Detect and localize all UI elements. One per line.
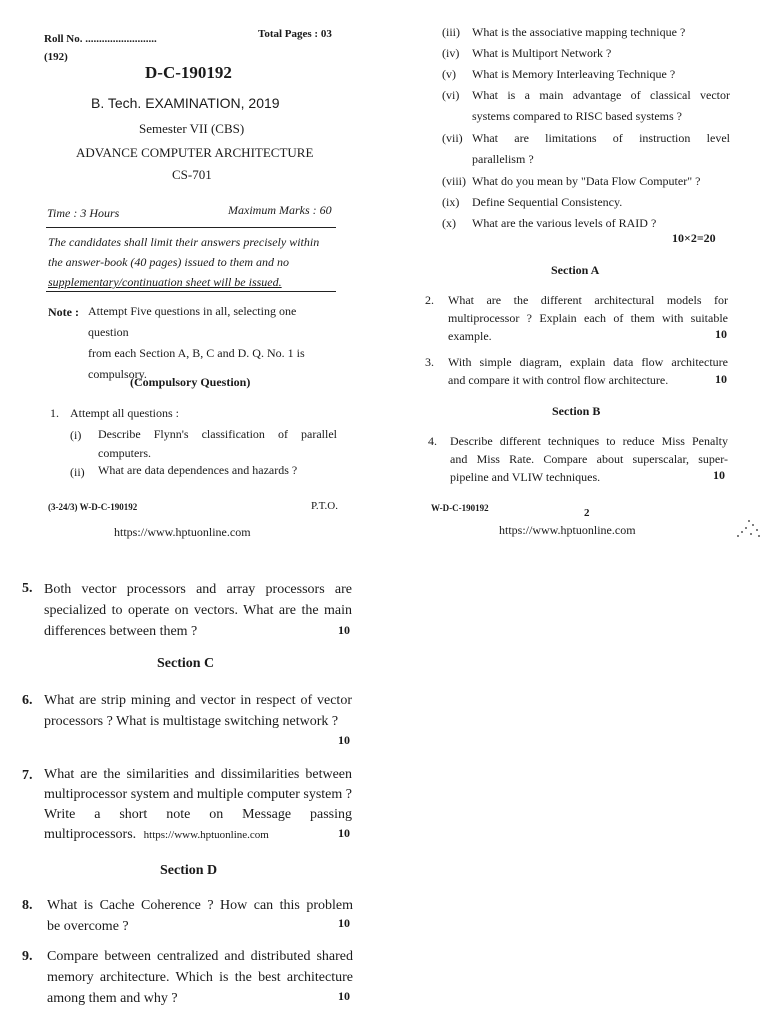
note-label: Note :: [48, 305, 79, 319]
note-text: [88, 301, 335, 385]
roll-no: Roll No. ..........................: [44, 33, 157, 45]
q2-number: 2.: [425, 293, 434, 307]
q8-number: 8.: [22, 898, 33, 913]
q4-text: Describe different techniques to reduce Miss Penalty and Miss Rate. Compare about superscalar, super- pipeline and VLIW techniques.: [450, 434, 728, 484]
instruction-line: The candidates shall limit their answers precisely within: [48, 235, 320, 249]
total-pages: Total Pages : 03: [258, 28, 332, 40]
q1-marks: 10×2=20: [672, 231, 716, 245]
section-a-heading: Section A: [551, 263, 600, 277]
item-number: (iv): [442, 46, 460, 60]
item-number: (viii): [442, 174, 466, 188]
instruction-line: the answer-book (40 pages) issued to them and no: [48, 255, 290, 269]
q8-marks: 10: [338, 916, 350, 930]
list-item: [442, 192, 730, 213]
item-text: What are limitations of instruction level: [472, 131, 730, 145]
q7-text: What are the similarities and dissimilarities between multiprocessor system and multiple computer system ? Write a short note on Message passing multiprocessors. https://www.hptuonline.com: [44, 767, 352, 842]
list-item: [442, 22, 730, 43]
q1-item-number: (i): [70, 428, 82, 442]
item-number: (x): [442, 216, 456, 230]
q1-continued-list: [442, 22, 730, 234]
q1-item-text: What are data dependences and hazards ?: [98, 463, 298, 477]
course-code: CS-701: [172, 167, 212, 182]
list-item: [442, 64, 730, 85]
list-item: [442, 171, 730, 192]
q1-number: 1.: [50, 406, 59, 420]
item-number: (vii): [442, 131, 463, 145]
paper-code: (192): [44, 51, 68, 63]
q1-item-number: (ii): [70, 465, 85, 479]
item-text: What is Multiport Network ?: [472, 46, 612, 60]
q7-marks: 10: [338, 826, 350, 840]
semester: Semester VII (CBS): [139, 121, 245, 136]
q9-number: 9.: [22, 949, 33, 964]
q7-number: 7.: [22, 768, 33, 783]
instructions: [48, 232, 335, 292]
item-text: What are the various levels of RAID ?: [472, 216, 657, 230]
q5-number: 5.: [22, 581, 33, 596]
q8-text: What is Cache Coherence ? How can this problem be overcome ?: [47, 898, 353, 934]
q3-text: With simple diagram, explain data flow architecture and compare it with control flow architecture.: [448, 355, 728, 387]
q5-marks: 10: [338, 623, 350, 637]
footer-url[interactable]: https://www.hptuonline.com: [499, 523, 636, 537]
footer-code: W-D-C-190192: [431, 503, 489, 513]
q4-number: 4.: [428, 434, 437, 448]
q7-last-line: multiprocessors.: [44, 827, 137, 842]
q3-number: 3.: [425, 355, 434, 369]
footer-url[interactable]: https://www.hptuonline.com: [114, 525, 251, 539]
q4-marks: 10: [713, 468, 725, 482]
time-allowed: Time : 3 Hours: [47, 206, 120, 220]
note-line: compulsory.: [88, 367, 147, 381]
item-text: What is the associative mapping technique ?: [472, 25, 686, 39]
exam-title: B. Tech. EXAMINATION, 2019: [91, 95, 280, 111]
compulsory-heading: (Compulsory Question): [130, 375, 251, 389]
item-text: parallelism ?: [472, 152, 534, 166]
divider: [46, 291, 336, 292]
item-number: (vi): [442, 88, 460, 102]
footer-page-number: 2: [584, 507, 590, 519]
divider: [46, 227, 336, 228]
q7-inline-url[interactable]: https://www.hptuonline.com: [143, 829, 269, 841]
q2-marks: 10: [715, 327, 727, 341]
section-c-heading: Section C: [157, 656, 215, 671]
footer-pto: P.T.O.: [311, 500, 338, 512]
q2-text: What are the different architectural models for multiprocessor ? Explain each of them with suitable example.: [448, 293, 728, 343]
item-text: What do you mean by "Data Flow Computer" ?: [472, 174, 701, 188]
q6-number: 6.: [22, 693, 33, 708]
list-item: [442, 85, 730, 127]
item-number: (ix): [442, 195, 460, 209]
item-text: What is Memory Interleaving Technique ?: [472, 67, 676, 81]
note-line: from each Section A, B, C and D. Q. No. 1 is: [88, 346, 305, 360]
q1-item-text: Describe Flynn's classification of parallel computers.: [98, 427, 337, 460]
item-text: Define Sequential Consistency.: [472, 195, 623, 209]
list-item: [442, 128, 730, 170]
q3-marks: 10: [715, 372, 727, 386]
instruction-line: supplementary/continuation sheet will be issued.: [48, 275, 282, 289]
item-text: What is a main advantage of classical vector: [472, 88, 730, 102]
paper-id: D-C-190192: [145, 63, 232, 82]
item-number: (iii): [442, 25, 460, 39]
subject: ADVANCE COMPUTER ARCHITECTURE: [76, 145, 314, 160]
q9-text: Compare between centralized and distributed shared memory architecture. Which is the best architecture among them and why ?: [47, 949, 353, 1006]
section-d-heading: Section D: [160, 863, 218, 878]
q6-text: What are strip mining and vector in respect of vector processors ? What is multistage switching network ?: [44, 693, 352, 729]
q5-text: Both vector processors and array processors are specialized to operate on vectors. What are the main differences between them ?: [44, 582, 352, 639]
item-number: (v): [442, 67, 456, 81]
item-text: systems compared to RISC based systems ?: [472, 109, 682, 123]
q9-marks: 10: [338, 989, 350, 1003]
list-item: [442, 43, 730, 64]
q6-marks: 10: [338, 733, 350, 747]
note-line: Attempt Five questions in all, selecting one question: [88, 304, 297, 339]
max-marks: Maximum Marks : 60: [228, 203, 332, 217]
q1-text: Attempt all questions :: [70, 406, 179, 420]
footer-code: (3-24/3) W-D-C-190192: [48, 502, 138, 512]
section-b-heading: Section B: [552, 404, 601, 418]
